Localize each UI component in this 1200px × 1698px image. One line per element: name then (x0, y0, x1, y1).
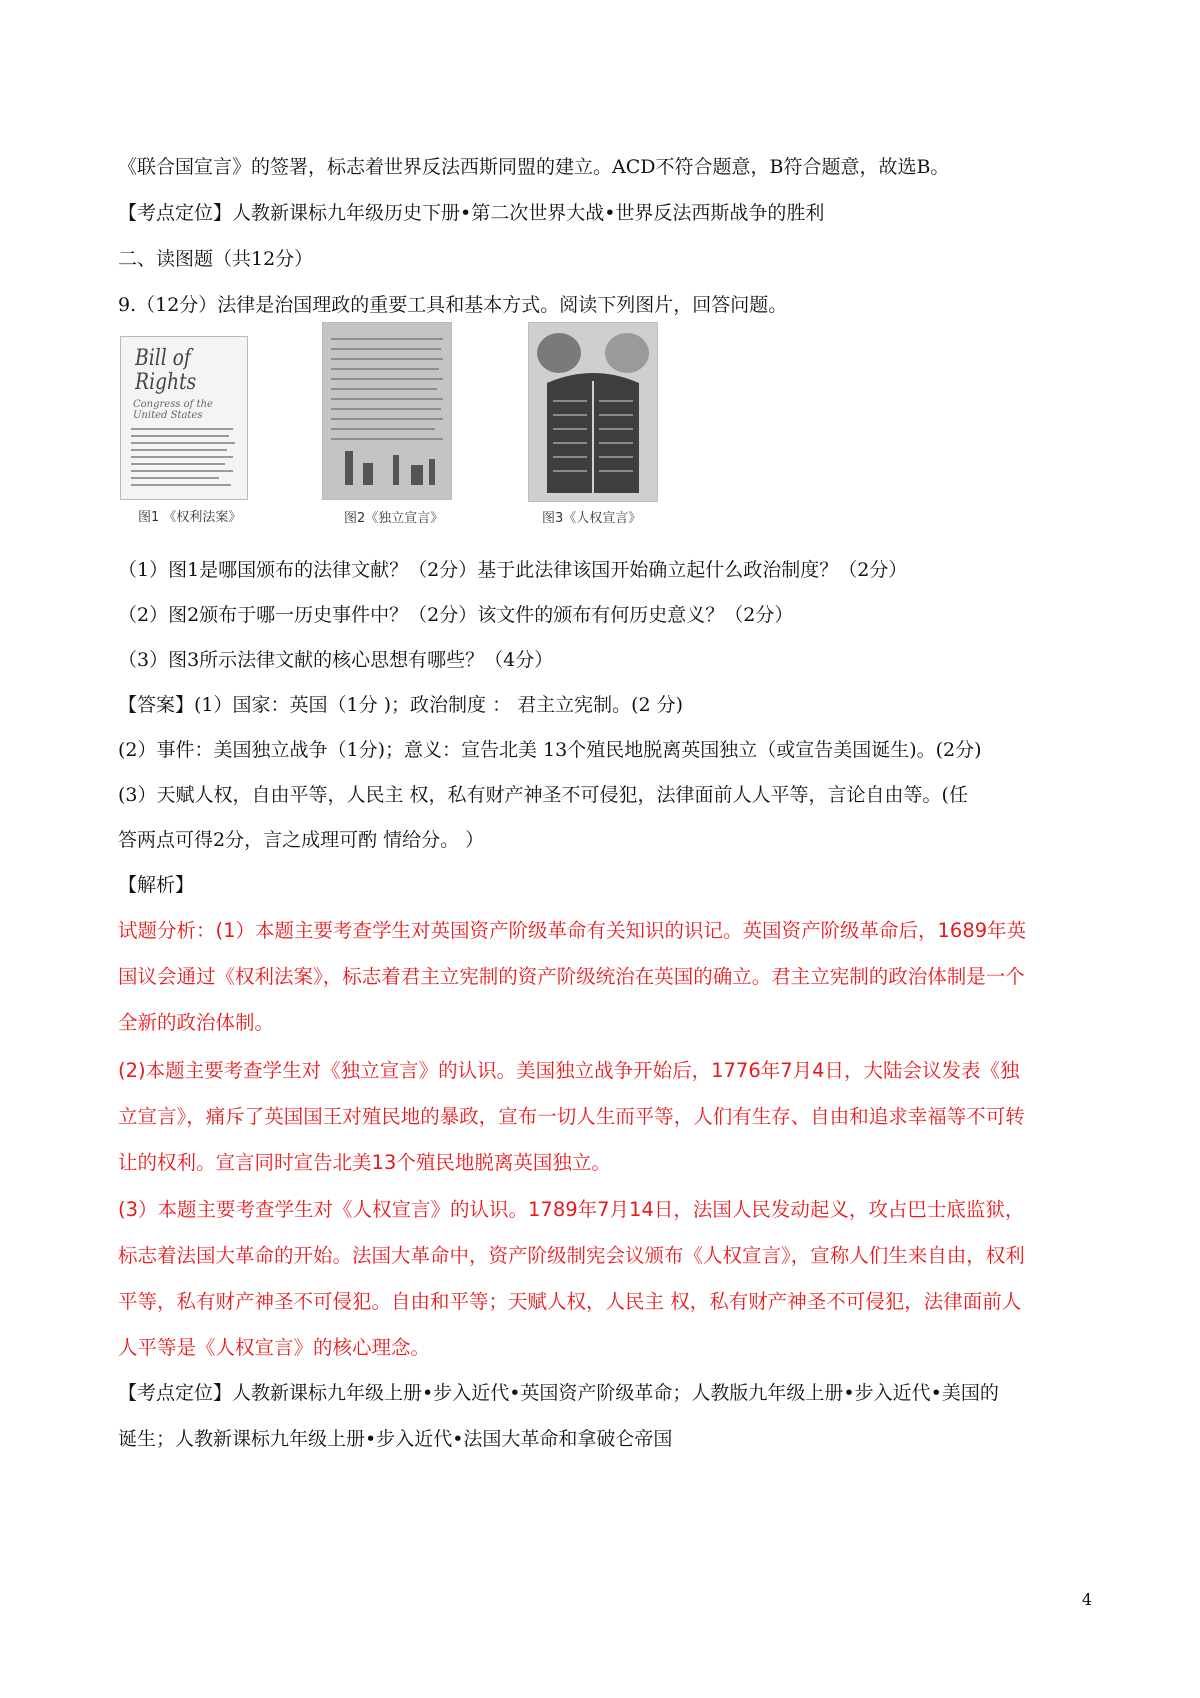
knowledge-point-line: 诞生；人教新课标九年级上册•步入近代•法国大革命和拿破仑帝国 (118, 1428, 673, 1450)
analysis-line: 让的权利。宣言同时宣告北美13个殖民地脱离英国独立。 (118, 1151, 611, 1174)
figure-2-caption: 图2《独立宣言》 (344, 511, 444, 526)
figure-3-caption: 图3《人权宣言》 (542, 511, 642, 526)
analysis-line: 国议会通过《权利法案》，标志着君主立宪制的资产阶级统治在英国的确立。君主立宪制的政治体制是一个 (118, 965, 1025, 988)
sub-question: （3）图3所示法律文献的核心思想有哪些？（4分） (118, 649, 554, 671)
answer-line: 答两点可得2分，言之成理可酌 情给分。 ） (118, 829, 485, 851)
analysis-line: 全新的政治体制。 (118, 1011, 275, 1034)
answer-line: 【答案】(1）国家：英国（1分 )；政治制度 ： 君主立宪制。(2 分) (118, 694, 684, 716)
image-heading-text: Bill of Rights (135, 346, 197, 395)
sub-question: （1）图1是哪国颁布的法律文献？（2分）基于此法律该国开始确立起什么政治制度？（2分） (118, 559, 908, 581)
document-texture-decoration (323, 323, 451, 499)
knowledge-point-line: 【考点定位】人教新课标九年级上册•步入近代•英国资产阶级革命；人教版九年级上册•步入近代•美国的 (118, 1382, 999, 1404)
section-heading: 二、读图题（共12分） (118, 248, 314, 270)
answer-line: (2）事件：美国独立战争（1分)；意义：宣告北美 13个殖民地脱离英国独立（或宣告美国诞生)。(2分) (118, 739, 982, 761)
analysis-line: 标志着法国大革命的开始。法国大革命中，资产阶级制宪会议颁布《人权宣言》，宣称人们生来自由，权利 (118, 1244, 1025, 1267)
question-stem: 9.（12分）法律是治国理政的重要工具和基本方式。阅读下列图片，回答问题。 (118, 294, 788, 316)
tablets-illustration (529, 323, 657, 501)
analysis-line: 试题分析：(1）本题主要考查学生对英国资产阶级革命有关知识的识记。英国资产阶级革命后，1689年英 (118, 919, 1027, 942)
figure-1-caption: 图1 《权利法案》 (138, 510, 242, 525)
text-line: 《联合国宣言》的签署，标志着世界反法西斯同盟的建立。ACD不符合题意，B符合题意，故选B。 (118, 156, 950, 178)
declaration-of-rights-of-man-image (528, 322, 658, 502)
text-line: 【考点定位】人教新课标九年级历史下册•第二次世界大战•世界反法西斯战争的胜利 (118, 202, 825, 224)
image-subheading-text: Congress of the United States (133, 399, 213, 421)
document-lines-decoration (121, 337, 247, 499)
bill-of-rights-image (120, 336, 248, 500)
analysis-heading: 【解析】 (118, 874, 195, 896)
analysis-line: 人平等是《人权宣言》的核心理念。 (118, 1336, 431, 1359)
analysis-line: (3）本题主要考查学生对《人权宣言》的认识。1789年7月14日，法国人民发动起义，攻占巴士底监狱， (118, 1198, 1025, 1221)
sub-question: （2）图2颁布于哪一历史事件中？（2分）该文件的颁布有何历史意义？（2分） (118, 604, 794, 626)
analysis-line: (2)本题主要考查学生对《独立宣言》的认识。美国独立战争开始后，1776年7月4日，大陆会议发表《独 (118, 1059, 1020, 1082)
page-number: 4 (1081, 1590, 1092, 1609)
declaration-of-independence-image (322, 322, 452, 500)
answer-line: (3）天赋人权，自由平等，人民主 权，私有财产神圣不可侵犯，法律面前人人平等，言论自由等。(任 (118, 784, 968, 806)
analysis-line: 立宣言》，痛斥了英国国王对殖民地的暴政，宣布一切人生而平等，人们有生存、自由和追求幸福等不可转 (118, 1105, 1025, 1128)
analysis-line: 平等，私有财产神圣不可侵犯。自由和平等；天赋人权，人民主 权，私有财产神圣不可侵犯，法律面前人 (118, 1290, 1022, 1313)
